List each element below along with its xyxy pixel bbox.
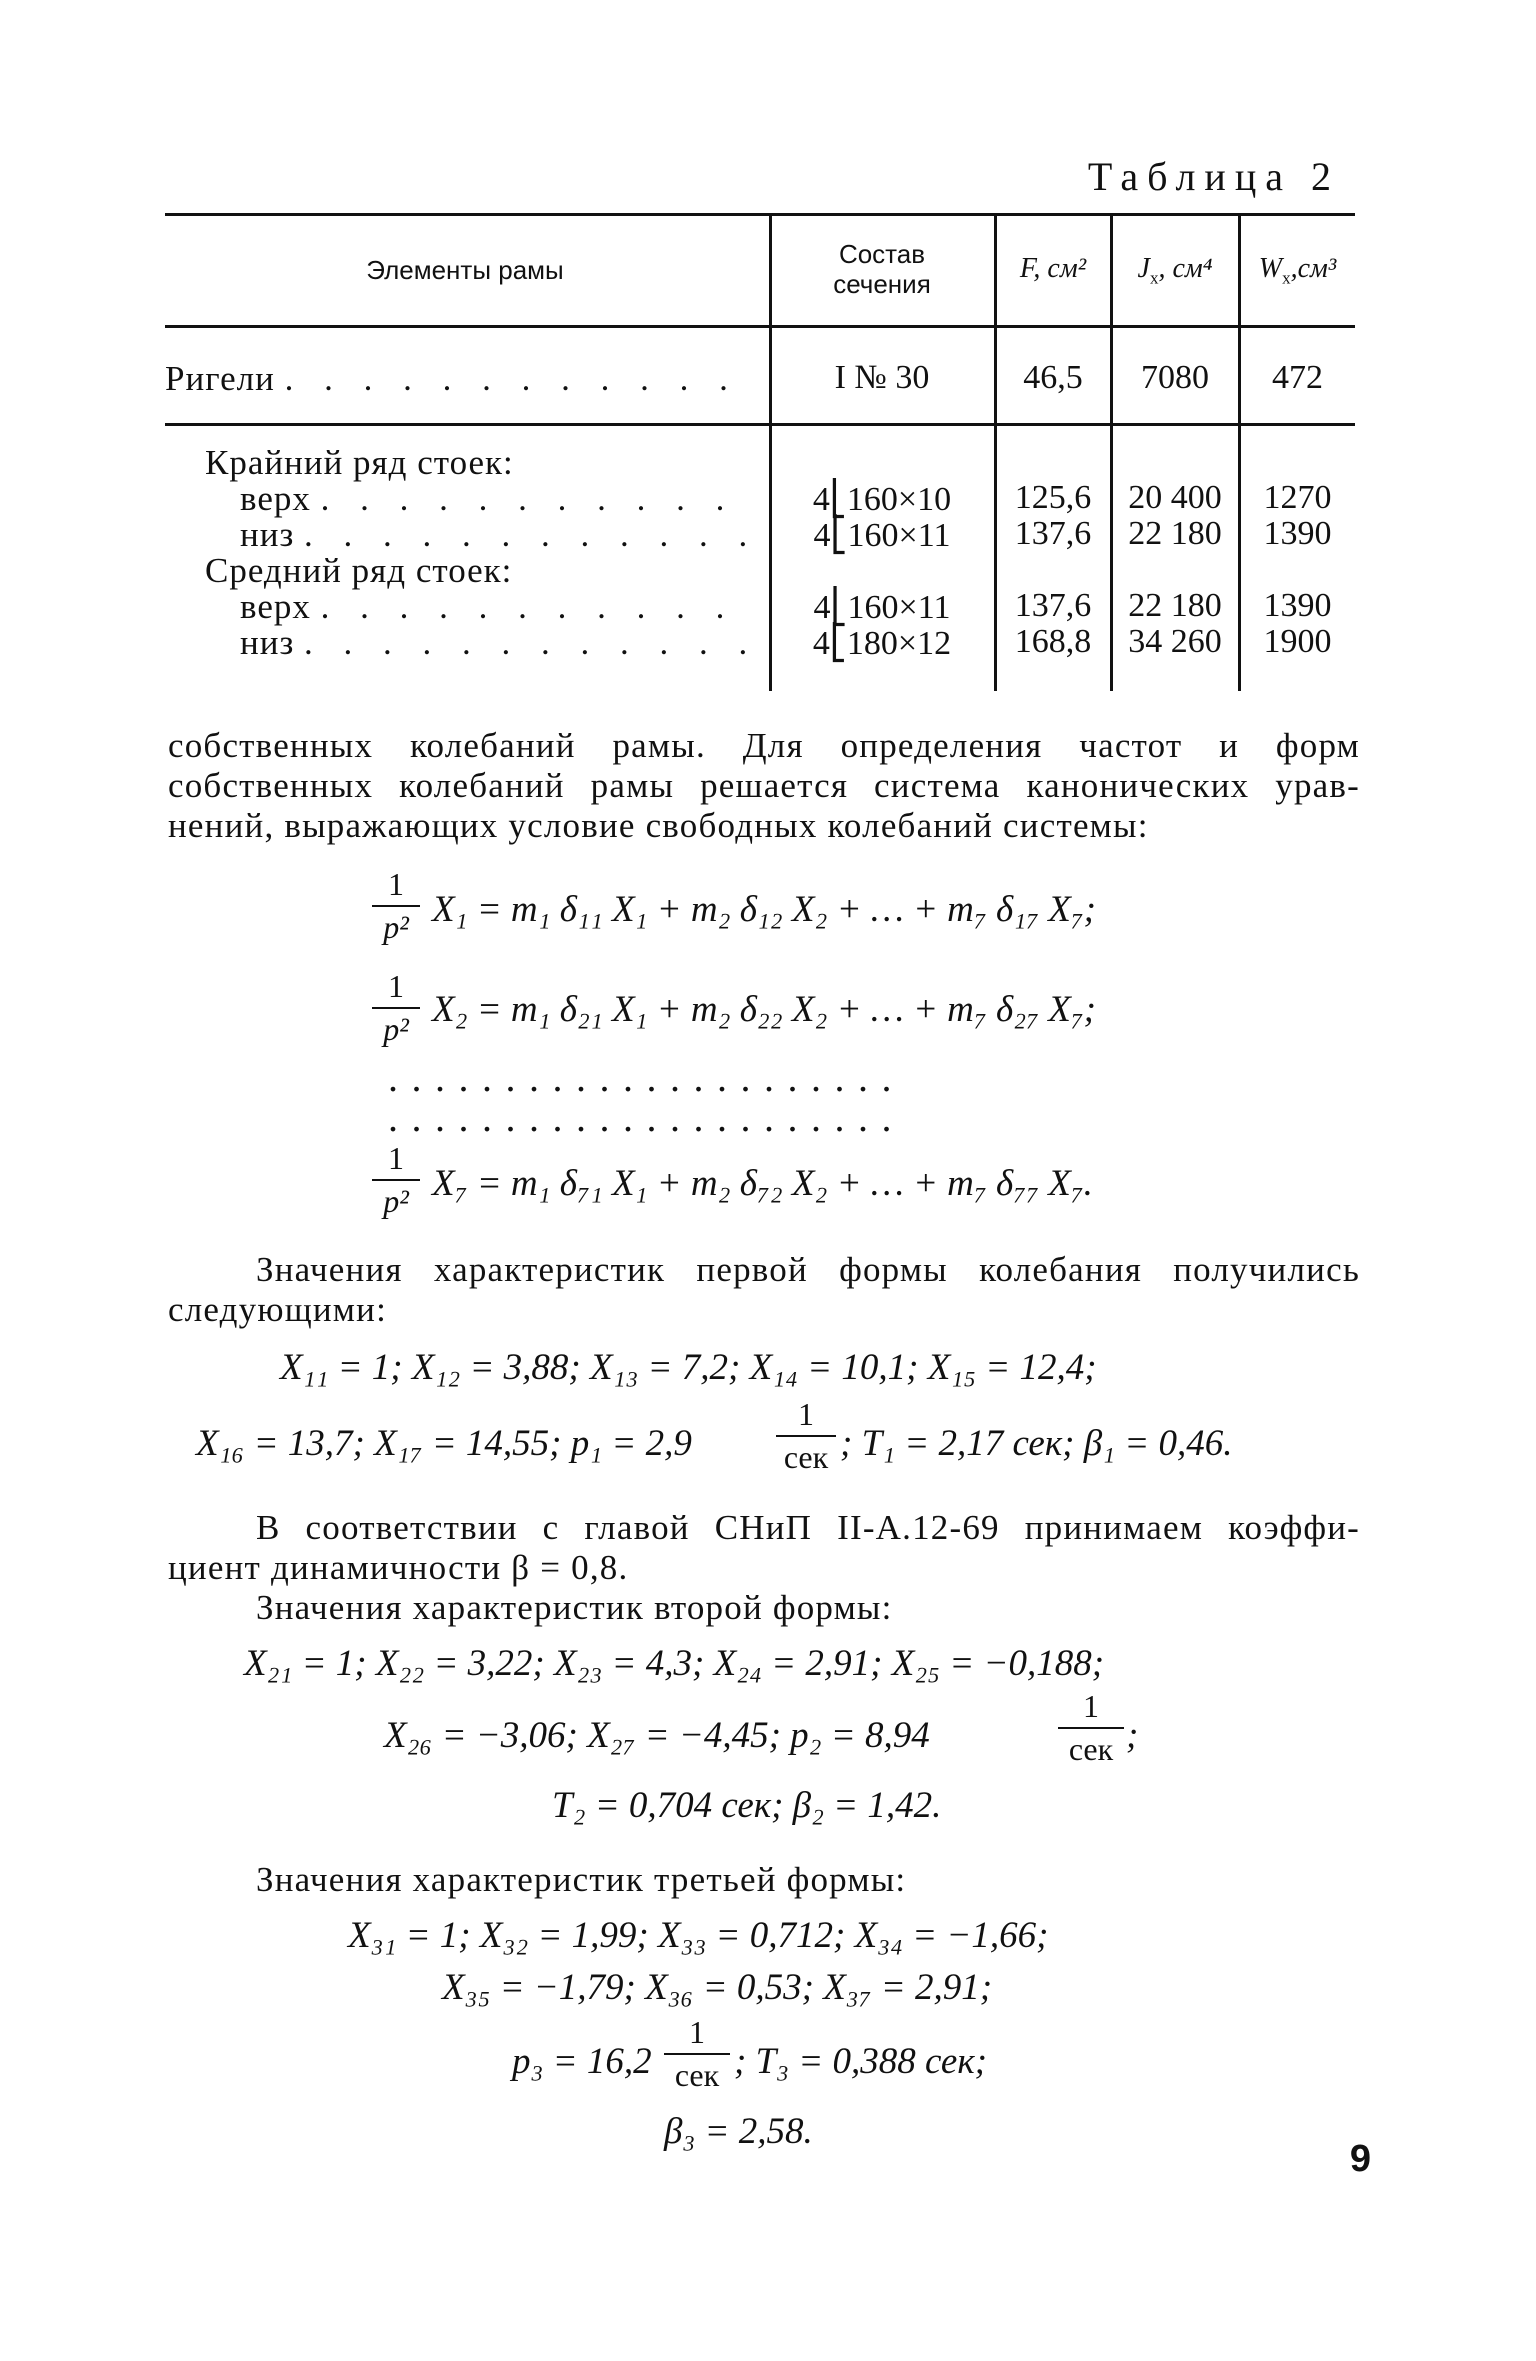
second-form-line2a: X₂₆ = −3,06; X₂₇ = −4,45; p₂ = 8,94 [384, 1715, 930, 1756]
numerator: 1 [798, 1396, 814, 1432]
group-outer-columns: Крайний ряд стоек: [205, 443, 514, 482]
row-wx: 1900 [1263, 623, 1332, 660]
row-f: 137,6 [1014, 515, 1092, 552]
row-label-text: верх [240, 587, 311, 626]
row-label-text: низ [240, 623, 295, 662]
leader-dots: . . . . . . . . . . . . [304, 515, 759, 554]
jx-symbol: J [1137, 253, 1150, 284]
row-label-text: низ [240, 515, 295, 554]
table-row-rule [165, 423, 1355, 426]
denominator: сек [674, 2057, 720, 2093]
rigeli-text: Ригели [165, 359, 275, 398]
denominator: сек [1068, 1731, 1114, 1767]
row-f: 168,8 [1014, 623, 1092, 660]
frame-elements-table [165, 213, 1355, 693]
leader-dots: . . . . . . . . . . . . [284, 359, 739, 398]
rigeli-section: I № 30 [834, 359, 930, 396]
wx-unit: ,см³ [1290, 253, 1337, 284]
row-f: 137,6 [1014, 587, 1092, 624]
fraction-bar [776, 1435, 836, 1437]
fraction-1-over-p2 [372, 968, 420, 1048]
row-rigeli-label [165, 359, 739, 399]
page-number: 9 [1349, 2138, 1371, 2180]
fraction-bar [1058, 1727, 1124, 1729]
first-form-line2a: X₁₆ = 13,7; X₁₇ = 14,55; p₁ = 2,9 [196, 1423, 692, 1464]
row-wx: 1270 [1263, 479, 1332, 516]
row-section: 4⎣160×11 [813, 589, 951, 626]
second-form-line1: X₂₁ = 1; X₂₂ = 3,22; X₂₃ = 4,3; X₂₄ = 2,91; X₂₅ = −0,188; [244, 1643, 1105, 1684]
header-inertia [1112, 253, 1238, 289]
leader-dots: . . . . . . . . . . . [320, 587, 736, 626]
row-f: 125,6 [1014, 479, 1092, 516]
paragraph-snip-line1: В соответствии с главой СНиП II-А.12-69 принимаем коэффи- [256, 1508, 1360, 1547]
denominator: сек [783, 1439, 829, 1475]
table-header-rule [165, 325, 1355, 328]
row-jx: 22 180 [1128, 587, 1222, 624]
row-jx: 22 180 [1128, 515, 1222, 552]
header-area: F, см² [1019, 253, 1087, 284]
fraction-bar [372, 1007, 420, 1009]
leader-dots: . . . . . . . . . . . . [304, 623, 759, 662]
fraction-bar [664, 2053, 730, 2055]
rigeli-jx: 7080 [1141, 359, 1209, 396]
row-label [240, 515, 758, 555]
denominator: p² [383, 909, 409, 945]
third-form-line2: X₃₅ = −1,79; X₃₆ = 0,53; X₃₇ = 2,91; [442, 1967, 993, 2008]
first-form-line1: X₁₁ = 1; X₁₂ = 3,88; X₁₃ = 7,2; X₁₄ = 10,1; X₁₅ = 12,4; [280, 1347, 1097, 1388]
fraction-1-over-sec [664, 2014, 730, 2094]
third-form-line4: β₃ = 2,58. [664, 2111, 813, 2152]
fraction-1-over-p2 [372, 866, 420, 946]
numerator: 1 [1083, 1688, 1099, 1724]
fraction-bar [372, 905, 420, 907]
paragraph-intro-line3: нений, выражающих условие свободных колебаний системы: [168, 806, 1149, 845]
ellipsis-row: ...................... [388, 1055, 905, 1100]
paragraph-intro-line2: собственных колебаний рамы решается система канонических урав- [168, 766, 1360, 805]
header-elements: Элементы рамы [366, 255, 564, 285]
header-modulus [1240, 253, 1355, 289]
rigeli-f: 46,5 [1023, 359, 1083, 396]
second-form-line2b: ; [1126, 1715, 1139, 1756]
wx-symbol: W [1258, 253, 1283, 284]
third-form-line1: X₃₁ = 1; X₃₂ = 1,99; X₃₃ = 0,712; X₃₄ = −1,66; [348, 1915, 1049, 1956]
numerator: 1 [388, 968, 404, 1004]
denominator: p² [383, 1183, 409, 1219]
paragraph-first-form-line2: следующими: [168, 1290, 388, 1329]
row-label [240, 479, 735, 519]
equation-7: X₇ = m₁ δ₇₁ X₁ + m₂ δ₇₂ X₂ + … + m₇ δ₇₇ X₇. [432, 1163, 1093, 1204]
table-caption: Таблица 2 [1087, 154, 1340, 199]
header-section [771, 239, 993, 299]
paragraph-third-form: Значения характеристик третьей формы: [256, 1860, 907, 1899]
equation-1: X₁ = m₁ δ₁₁ X₁ + m₂ δ₁₂ X₂ + … + m₇ δ₁₇ X₇; [432, 889, 1096, 930]
third-form-line3a: p₃ = 16,2 [512, 2041, 652, 2082]
paragraph-intro-line1: собственных колебаний рамы. Для определения частот и форм [168, 726, 1360, 765]
paragraph-snip-line2: циент динамичности β = 0,8. [168, 1548, 629, 1587]
wx-sub: x [1282, 268, 1291, 288]
row-wx: 1390 [1263, 587, 1332, 624]
header-section-line2: сечения [833, 269, 931, 299]
leader-dots: . . . . . . . . . . . [320, 479, 736, 518]
row-label-text: верх [240, 479, 311, 518]
row-section: 4⎣160×11 [813, 517, 951, 554]
row-section: 4⎣160×10 [812, 481, 952, 518]
first-form-line2b: ; T₁ = 2,17 сек; β₁ = 0,46. [840, 1423, 1233, 1464]
numerator: 1 [388, 866, 404, 902]
paragraph-first-form-line1: Значения характеристик первой формы колебания получились [256, 1250, 1360, 1289]
row-jx: 34 260 [1128, 623, 1222, 660]
fraction-bar [372, 1179, 420, 1181]
second-form-line3: T₂ = 0,704 сек; β₂ = 1,42. [552, 1785, 942, 1826]
fraction-1-over-sec [776, 1396, 836, 1476]
row-section: 4⎣180×12 [812, 625, 952, 662]
third-form-line3b: ; T₃ = 0,388 сек; [734, 2041, 987, 2082]
jx-sub: x [1149, 268, 1159, 288]
numerator: 1 [689, 2014, 705, 2050]
row-label [240, 623, 758, 663]
group-middle-columns: Средний ряд стоек: [205, 551, 513, 590]
numerator: 1 [388, 1140, 404, 1176]
header-section-line1: Состав [838, 239, 926, 269]
jx-unit: , см⁴ [1158, 253, 1213, 284]
fraction-1-over-sec [1058, 1688, 1124, 1768]
row-label [240, 587, 735, 627]
ellipsis-row: ...................... [388, 1095, 905, 1140]
fraction-1-over-p2 [372, 1140, 420, 1220]
rigeli-wx: 472 [1272, 359, 1323, 396]
row-wx: 1390 [1263, 515, 1332, 552]
table-top-rule [165, 213, 1355, 216]
denominator: p² [383, 1011, 409, 1047]
equation-2: X₂ = m₁ δ₂₁ X₁ + m₂ δ₂₂ X₂ + … + m₇ δ₂₇ X₇; [432, 989, 1096, 1030]
row-jx: 20 400 [1128, 479, 1222, 516]
paragraph-second-form: Значения характеристик второй формы: [256, 1588, 893, 1627]
